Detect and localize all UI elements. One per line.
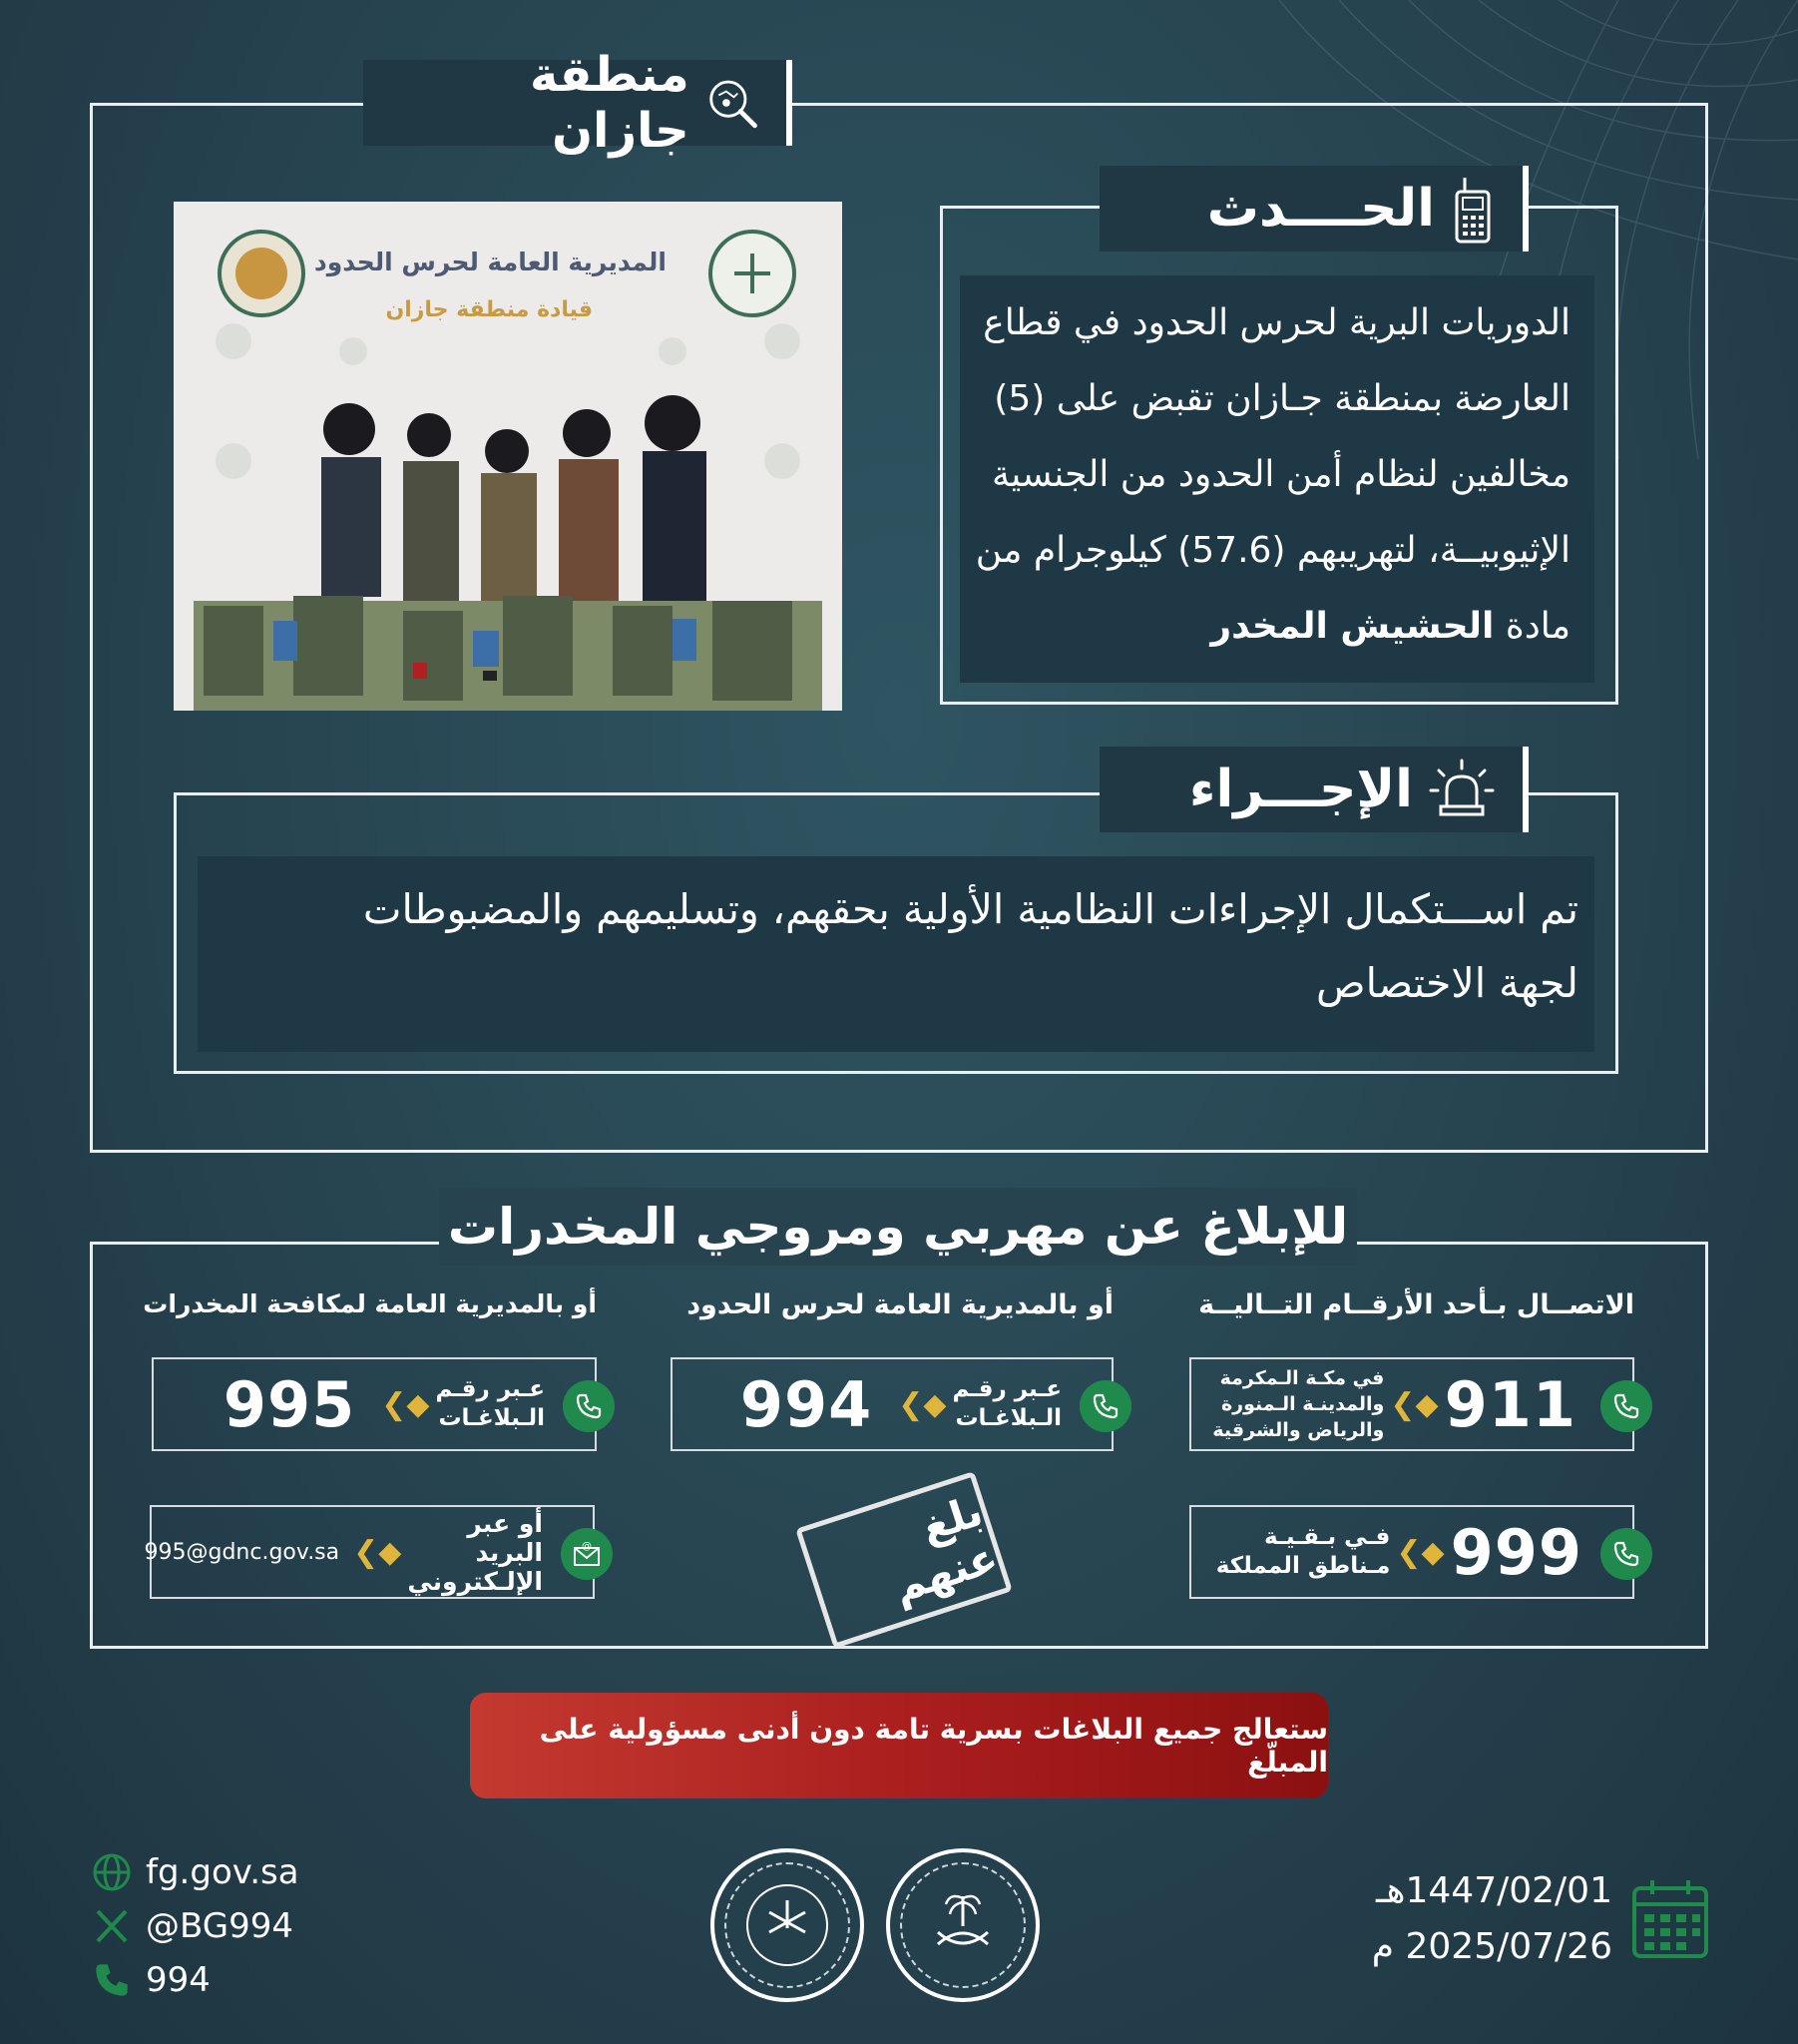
siren-icon <box>1429 757 1495 822</box>
phone-995-label-2: الـبلاغـات <box>438 1405 545 1431</box>
phone-icon[interactable] <box>1600 1380 1652 1432</box>
phone-994-label-1: عـبر رقـم <box>952 1376 1062 1402</box>
phone-995-label-1: عـبر رقـم <box>435 1376 545 1402</box>
email-icon[interactable] <box>561 1528 613 1580</box>
event-line-2: العارضة بمنطقة جـازان تقبض على (5) <box>994 378 1571 419</box>
phone-icon[interactable] <box>563 1380 615 1432</box>
phone-994-label <box>953 1375 1062 1433</box>
col-mid-title: أو بالمديرية العامة لحرس الحدود <box>686 1289 1114 1320</box>
footer-phone-text[interactable]: 994 <box>146 1960 211 2000</box>
event-last-prefix: مادة <box>1505 606 1571 647</box>
event-line-1: الدوريات البرية لحرس الحدود في قطاع <box>983 302 1571 343</box>
phone-911-number: 911 <box>1444 1367 1576 1441</box>
phone-995-label <box>436 1375 545 1433</box>
globe-icon <box>92 1852 132 1892</box>
footer-phone[interactable] <box>92 1960 211 2000</box>
confidentiality-banner <box>470 1693 1328 1798</box>
region-title-tab <box>363 47 792 159</box>
report-heading: للإبلاغ عن مهربي ومروجي المخدرات <box>439 1188 1357 1266</box>
radio-device-icon <box>1451 174 1495 244</box>
email-box[interactable] <box>144 1505 595 1599</box>
phone-995-box[interactable] <box>152 1357 597 1451</box>
action-text <box>198 872 1578 1020</box>
event-line-5 <box>960 589 1571 665</box>
x-logo-icon <box>92 1906 132 1946</box>
col-left-title: أو بالمديرية العامة لمكافحة المخدرات <box>143 1289 597 1318</box>
hijri-date: 1447/02/01هـ <box>1375 1870 1612 1911</box>
email-label <box>407 1509 543 1596</box>
email-label-1: أو عبر البريد <box>467 1508 543 1567</box>
arrow-icon: ◆❯ <box>381 1386 430 1422</box>
twitter-text[interactable]: @BG994 <box>146 1906 293 1946</box>
seizure-photo <box>174 202 842 711</box>
footer-twitter[interactable] <box>92 1906 293 1946</box>
footer-website[interactable] <box>92 1852 299 1892</box>
phone-994-box[interactable] <box>671 1357 1114 1451</box>
phone-911-label-1: في مكـة الـمكرمة <box>1219 1367 1385 1389</box>
arrow-icon: ◆❯ <box>898 1386 947 1422</box>
photo-banner-line2: قيادة منطقة جازان <box>385 297 593 322</box>
border-guard-seal <box>886 1848 1040 2002</box>
gregorian-date: 2025/07/26 م <box>1371 1926 1612 1967</box>
event-heading: الحــــدث <box>1206 179 1435 239</box>
phone-icon[interactable] <box>1080 1380 1131 1432</box>
phone-999-label-2: مـناطق المملكة <box>1215 1553 1391 1579</box>
magnifier-map-icon <box>705 75 758 131</box>
phone-911-label-3: والرياض والشرقية <box>1212 1419 1385 1441</box>
website-text[interactable]: fg.gov.sa <box>146 1852 299 1892</box>
ministry-interior-seal <box>710 1848 864 2002</box>
email-label-2: الإلـكتروني <box>407 1566 543 1596</box>
calendar-icon <box>1630 1876 1710 1960</box>
action-title-tab <box>1100 747 1529 832</box>
phone-911-label <box>1212 1365 1384 1443</box>
phone-994-label-2: الـبلاغـات <box>955 1405 1062 1431</box>
phone-999-number: 999 <box>1450 1515 1582 1589</box>
phone-icon[interactable] <box>1600 1528 1652 1580</box>
phone-995-number: 995 <box>223 1367 356 1441</box>
phone-999-label <box>1216 1523 1391 1581</box>
phone-icon <box>92 1960 132 2000</box>
arrow-icon: ◆❯ <box>1390 1386 1439 1422</box>
action-line-1: تم اســـتكمال الإجراءات النظامية الأولية بحقهم، وتسليمهم والمضبوطات <box>362 885 1578 933</box>
action-line-2: لجهة الاختصاص <box>1316 959 1578 1007</box>
region-title: منطقة جازان <box>530 47 689 159</box>
event-text <box>960 285 1571 665</box>
action-heading: الإجـــراء <box>1188 760 1413 819</box>
email-address[interactable]: 995@gdnc.gov.sa <box>144 1539 340 1565</box>
stamp-text: بلغ عنهم <box>887 1485 1004 1613</box>
seal-emblem-icon <box>714 1852 860 1998</box>
phone-911-label-2: والمدينـة الـمنورة <box>1220 1393 1385 1415</box>
photo-illustration <box>174 202 842 711</box>
event-line-3: مخالفين لنظام أمن الحدود من الجنسية <box>991 454 1571 495</box>
event-last-bold: الحشيش المخدر <box>1210 606 1495 647</box>
phone-994-number: 994 <box>739 1367 873 1441</box>
palm-swords-emblem-icon <box>890 1852 1036 1998</box>
phone-999-label-1: فـي بـقـيـة <box>1264 1524 1391 1550</box>
svg-text:@: @ <box>582 1541 592 1552</box>
banner-text: ستعالج جميع البلاغات بسرية تامة دون أدنى مسؤولية على المبلّغ <box>539 1713 1328 1779</box>
arrow-icon: ◆❯ <box>1396 1534 1445 1570</box>
event-line-4: الإثيوبيــة، لتهريبهم (57.6) كيلوجرام من <box>975 530 1571 571</box>
col-right-title: الاتصــال بـأحد الأرقــام التــاليــة <box>1198 1289 1634 1320</box>
phone-999-box[interactable] <box>1189 1505 1634 1599</box>
phone-911-box[interactable] <box>1189 1357 1634 1451</box>
arrow-icon: ◆❯ <box>353 1534 402 1570</box>
photo-banner-line1: المديرية العامة لحرس الحدود <box>313 248 667 276</box>
event-title-tab <box>1100 166 1529 252</box>
